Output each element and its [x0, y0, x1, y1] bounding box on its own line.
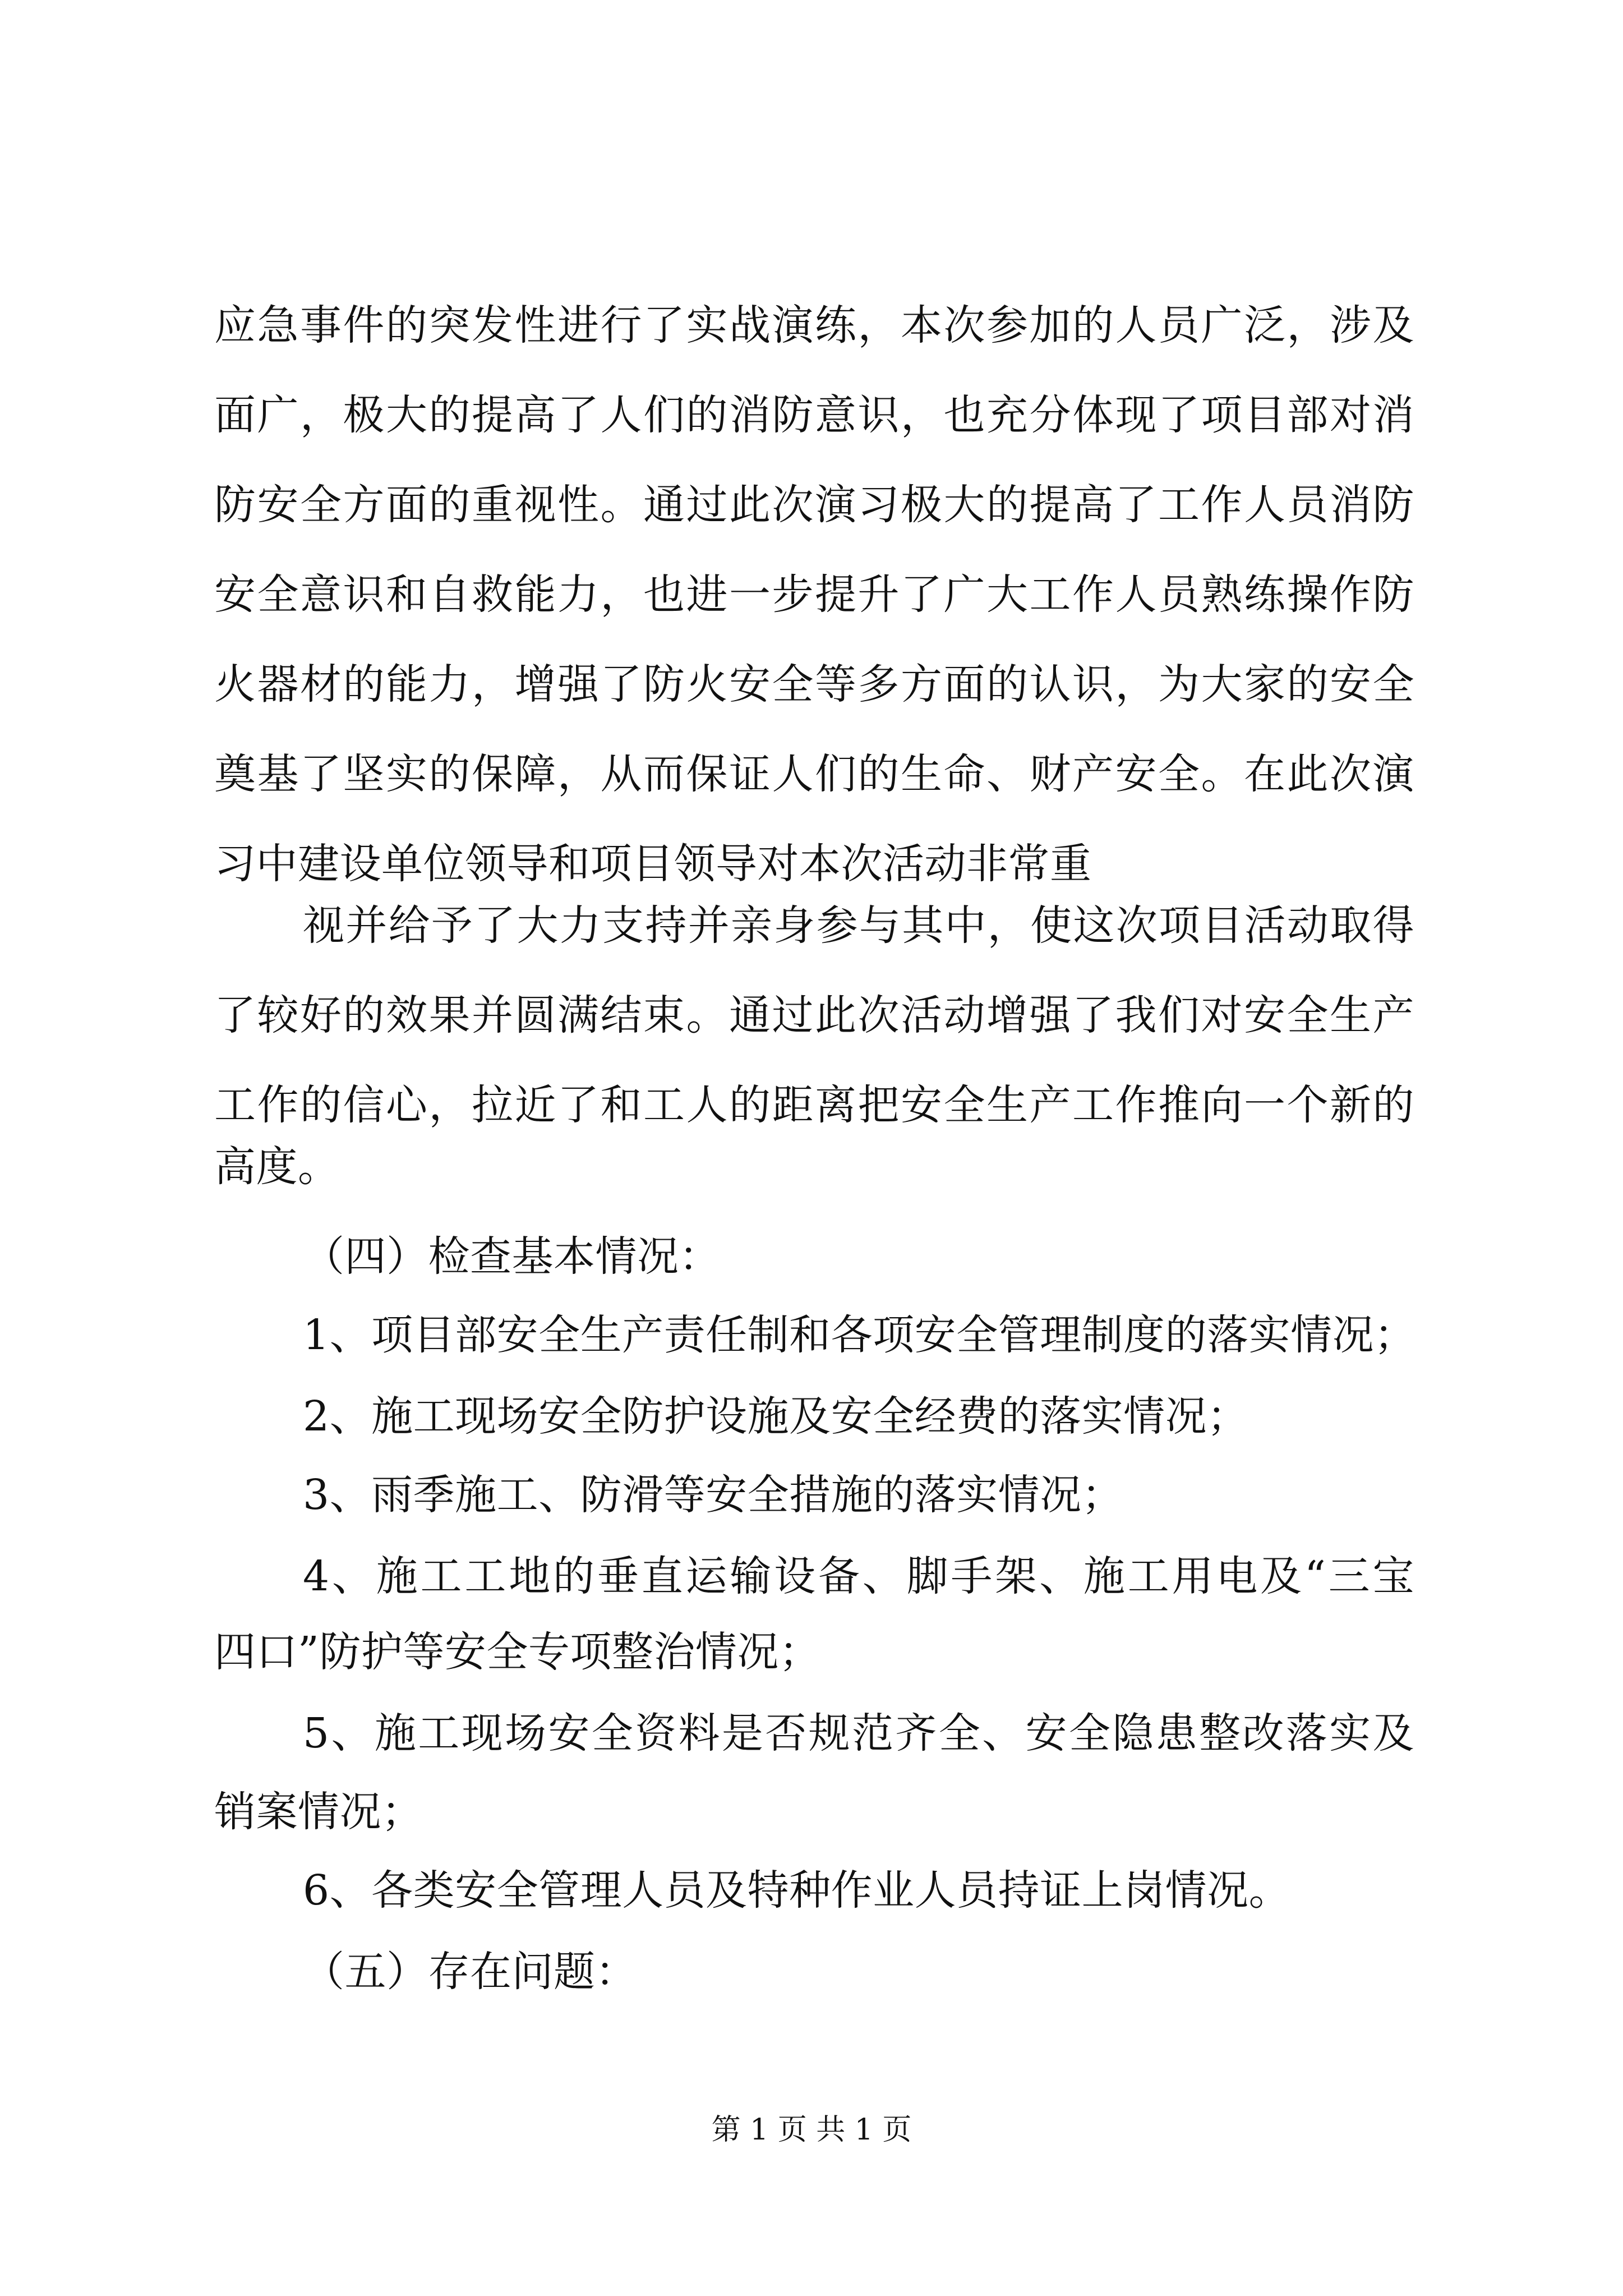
body-line: 火器材的能力，增强了防火安全等多方面的认识，为大家的安全	[214, 660, 1414, 708]
body-line: 工作的信心，拉近了和工人的距离把安全生产工作推向一个新的	[214, 1081, 1414, 1129]
body-line: 高度。	[214, 1143, 340, 1191]
section-heading: （四）检查基本情况：	[303, 1232, 721, 1281]
page-number-footer: 第 1 页 共 1 页	[711, 2113, 912, 2147]
list-item: 3、雨季施工、防滑等安全措施的落实情况；	[303, 1471, 1124, 1519]
list-item: 4、施工工地的垂直运输设备、脚手架、施工用电及“三宝	[303, 1552, 1414, 1600]
body-line: 应急事件的突发性进行了实战演练，本次参加的人员广泛，涉及	[214, 301, 1414, 349]
body-line: 习中建设单位领导和项目领导对本次活动非常重	[214, 840, 1092, 888]
body-line: 防安全方面的重视性。通过此次演习极大的提高了工作人员消防	[214, 481, 1414, 529]
list-item-continuation: 四口”防护等安全专项整治情况；	[214, 1628, 821, 1676]
body-line: 安全意识和自救能力，也进一步提升了广大工作人员熟练操作防	[214, 570, 1414, 619]
list-item: 2、施工现场安全防护设施及安全经费的落实情况；	[303, 1392, 1249, 1441]
list-item: 6、各类安全管理人员及特种作业人员持证上岗情况。	[303, 1866, 1291, 1915]
list-item: 1、项目部安全生产责任制和各项安全管理制度的落实情况；	[303, 1311, 1416, 1359]
body-line: 了较好的效果并圆满结束。通过此次活动增强了我们对安全生产	[214, 991, 1414, 1039]
section-heading: （五）存在问题：	[303, 1948, 637, 1996]
paragraph-first-line: 视并给予了大力支持并亲身参与其中，使这次项目活动取得	[303, 901, 1414, 950]
list-item-continuation: 销案情况；	[214, 1788, 423, 1836]
body-line: 奠基了坚实的保障，从而保证人们的生命、财产安全。在此次演	[214, 750, 1414, 798]
list-item: 5、施工现场安全资料是否规范齐全、安全隐患整改落实及	[303, 1709, 1414, 1757]
body-line: 面广，极大的提高了人们的消防意识，也充分体现了项目部对消	[214, 391, 1414, 439]
